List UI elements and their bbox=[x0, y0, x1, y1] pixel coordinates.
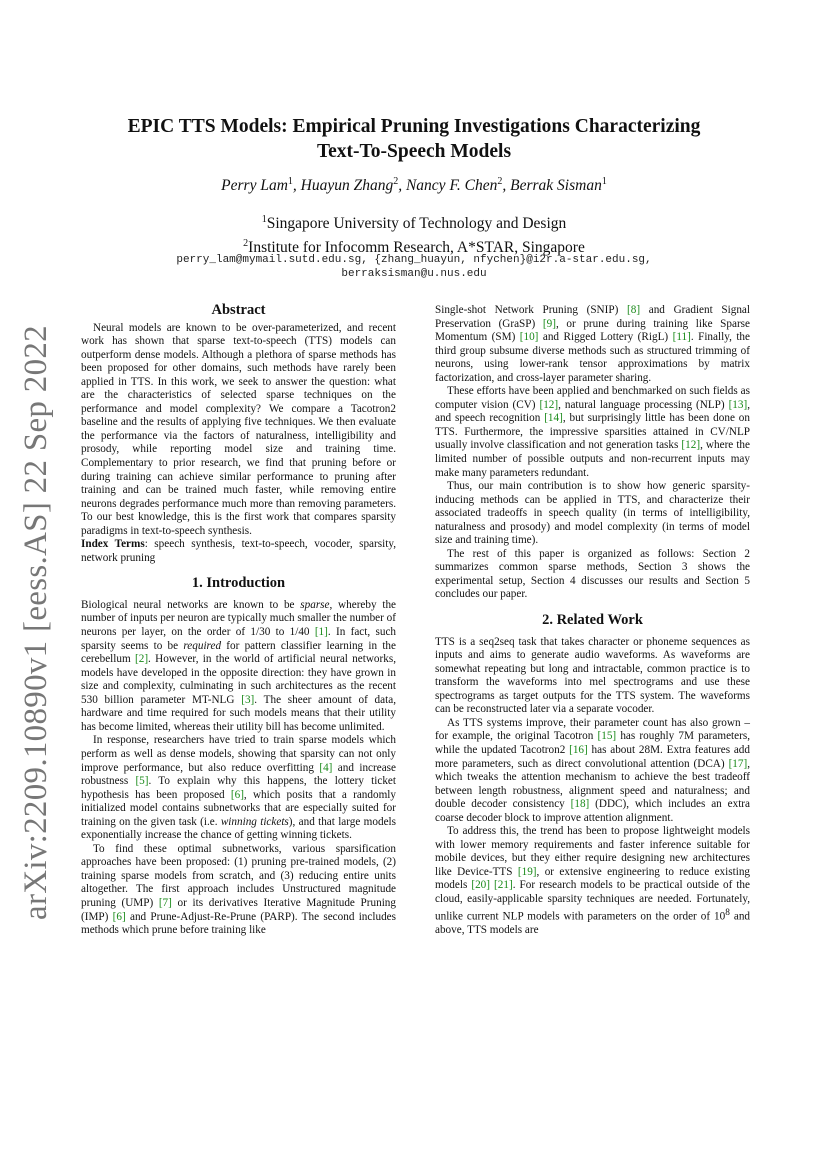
arxiv-identifier bbox=[14, 324, 58, 920]
intro-paragraph-5: Thus, our main contribution is to show how generic sparsity-inducing methods can be applied in TTS, and characterize their associated tradeoffs in speech quality (in terms of intelligibility, naturalness and prosody) and model complexity (in terms of model size and training time). bbox=[435, 480, 750, 547]
citation-link[interactable]: [1] bbox=[314, 626, 328, 639]
citation-link[interactable]: [21] bbox=[494, 879, 513, 892]
title-line-1: EPIC TTS Models: Empirical Pruning Investigations Characterizing bbox=[127, 116, 701, 137]
citation-link[interactable]: [3] bbox=[241, 693, 255, 706]
citation-link[interactable]: [9] bbox=[542, 317, 556, 330]
left-column bbox=[81, 304, 396, 938]
affiliation: $^2$Institute for Infocomm Research, A*STAR, Singapore bbox=[243, 238, 585, 257]
author: Huayun Zhang bbox=[300, 177, 394, 195]
author-affil-mark: 2 bbox=[497, 176, 503, 187]
citation-link[interactable]: [15] bbox=[597, 730, 617, 743]
right-column bbox=[435, 304, 750, 937]
author-affil-mark: 2 bbox=[393, 176, 399, 187]
intro-paragraph-2: In response, researchers have tried to train sparse models which perform as well as dense models, showing that sparsity can not only improve performance, but also reduce overfitting [4] and increase robustness [5]. To explain why this happens, the lottery ticket hypothesis has been proposed [6], which posits that a randomly initialized model contains subnetworks that are especially suited for training on the given task (i.e. winning tickets), and that large models exponentially increase the chance of getting winning tickets. bbox=[81, 734, 397, 842]
author: Nancy F. Chen bbox=[405, 177, 498, 195]
index-terms bbox=[81, 538, 396, 565]
citation-link[interactable]: [5] bbox=[135, 775, 149, 788]
arxiv-identifier-text: arXiv:2209.10890v1 [eess.AS] 22 Sep 2022 bbox=[17, 324, 54, 920]
citation-link[interactable]: [11] bbox=[672, 331, 691, 344]
related-paragraph-3: To address this, the trend has been to propose lightweight models with lower memory requirements and faster inference suitable for mobile devices, but they either require designing new architectures like Device-TTS [19], or extensive engineering to reduce existing models [20] [21]. For research models to be practical outside of the cloud, easily-applicable sparsity techniques are needed. Fortunately, unlike current NLP models with parameters on the order of $10^8$ and above, TTS models are bbox=[435, 825, 751, 936]
paper-title bbox=[90, 114, 738, 164]
citation-link[interactable]: [13] bbox=[728, 398, 748, 411]
author-affil-mark: 1 bbox=[601, 176, 607, 187]
author-affil-mark: 1 bbox=[287, 176, 293, 187]
exponent: 8 bbox=[725, 907, 730, 918]
citation-link[interactable]: [12] bbox=[539, 398, 559, 411]
intro-paragraph-4: These efforts have been applied and benchmarked on such fields as computer vision (CV) [12], natural language processing (NLP) [13], and speech recognition [14], but surprisingly little has been done on TTS. Furthermore, the impressive sparsities attained in CV/NLP usually involve classification and not generation tasks [12], where the limited number of possible outputs and non-recurrent inputs may make many parameters redundant. bbox=[435, 385, 751, 479]
section-heading-related-work: 2. Related Work bbox=[542, 612, 643, 629]
citation-link[interactable]: [6] bbox=[112, 910, 126, 923]
citation-link[interactable]: [6] bbox=[230, 788, 244, 801]
author-emails bbox=[90, 253, 738, 281]
email-line: perry_lam@mymail.sutd.edu.sg, {zhang_huayun, nfychen}@i2r.a-star.edu.sg, bbox=[176, 254, 652, 266]
abstract-text: Neural models are known to be over-parameterized, and recent work has shown that sparse text-to-speech (TTS) models can outperform dense models. Although a plethora of sparse methods has been proposed for other domains, such methods have rarely been applied in TTS. In this work, we seek to answer the question: what are the characteristics of selected sparse techniques on the performance and model complexity? We compare a Tacotron2 baseline and the results of applying five techniques. We then evaluate the performance via the factors of naturalness, intelligibility and prosody, while reporting model size and training time. Complementary to prior research, we find that pruning before or during training can achieve similar performance to pruning after training and can be trained much faster, while removing entire neurons degrades performance much more than removing parameters. To our best knowledge, this is the first work that compares sparsity paradigms in text-to-speech synthesis. bbox=[81, 321, 396, 537]
author: Perry Lam bbox=[221, 177, 288, 195]
email-line: berraksisman@u.nus.edu bbox=[341, 268, 487, 280]
title-line-2: Text-To-Speech Models bbox=[316, 141, 512, 162]
citation-link[interactable]: [17] bbox=[728, 757, 748, 770]
citation-link[interactable]: [18] bbox=[570, 798, 590, 811]
intro-paragraph-3: To find these optimal subnetworks, various sparsification approaches have been proposed: (1) pruning pre-trained models, (2) training sparse models from scratch, and (3) reducing entire units altogether. The first approach includes Unstructured magnitude pruning (UMP) [7] or its derivatives Iterative Magnitude Pruning (IMP) [6] and Prune-Adjust-Re-Prune (PARP). The second includes methods which prune before training like bbox=[81, 842, 396, 937]
citation-link[interactable]: [10] bbox=[519, 331, 539, 344]
related-paragraph-1: TTS is a seq2seq task that takes character or phoneme sequences as inputs and aims to generate audio waveforms. As waveforms are somewhat repeating but long and intractable, common practice is to transform the waveforms into mel spectrograms and use these spectrograms as target outputs for the TTS system. The waveforms can be reconstructed later via a separate vocoder. bbox=[435, 635, 750, 716]
author-list: Perry Lam$^1$, Huayun Zhang$^2$, Nancy F. Chen$^2$, Berrak Sisman$^1$ bbox=[221, 176, 607, 195]
citation-link[interactable]: [14] bbox=[544, 412, 563, 425]
related-paragraph-2: As TTS systems improve, their parameter count has also grown – for example, the original Tacotron [15] has roughly 7M parameters, while the updated Tacotron2 [16] has about 28M. Extra features add more parameters, such as direct convolutional attention (DCA) [17], which tweaks the attention mechanism to achieve the best tradeoff between length robustness, alignment speed and naturalness; and double decoder consistency [18] (DDC), which includes an extra coarse decoder block to improve attention alignment. bbox=[435, 716, 750, 824]
citation-link[interactable]: [7] bbox=[158, 896, 172, 909]
index-terms-list: : speech synthesis, text-to-speech, vocoder, sparsity, network pruning bbox=[81, 538, 396, 564]
intro-paragraph-6: The rest of this paper is organized as follows: Section 2 summarizes common sparse methods, Section 3 shows the experimental setup, Section 4 discusses our results and Section 5 concludes our paper. bbox=[435, 547, 750, 601]
intro-paragraph-3-continued: Single-shot Network Pruning (SNIP) [8] and Gradient Signal Preservation (GraSP) [9], or prune during training like Sparse Momentum (SM) [10] and Rigged Lottery (RigL) [11]. Finally, the third group subsume diverse methods such as structured trimming of neurons, using lower-rank tensor approximations by matrix factorization, and cross-layer parameter sharing. bbox=[435, 304, 751, 384]
citation-link[interactable]: [16] bbox=[569, 743, 588, 756]
intro-paragraph-1: Biological neural networks are known to be sparse, whereby the number of inputs per neuron are typically much smaller the number of neurons per layer, on the order of 1/30 to 1/40 [1]. In fact, such sparsity seems to be required for pattern classifier learning in the cerebellum [2]. However, in the world of artificial neural networks, models have developed in the opposite direction: they have grown in size and complexity, culminating in such architectures as the recent 530 billion parameter MT-NLG [3]. The sheer amount of data, hardware and time required for such models means that their utility has become limited, whereas their utility bill has become unlimited. bbox=[81, 598, 397, 733]
index-terms-label: Index Terms bbox=[81, 538, 145, 551]
section-heading-introduction: 1. Introduction bbox=[191, 575, 286, 592]
affiliations bbox=[90, 210, 738, 258]
citation-link[interactable]: [19] bbox=[517, 865, 537, 878]
citation-link[interactable]: [12] bbox=[681, 439, 701, 452]
author: Berrak Sisman bbox=[510, 177, 602, 195]
abstract-heading: Abstract bbox=[211, 302, 266, 318]
citation-link[interactable]: [8] bbox=[627, 304, 641, 316]
citation-link[interactable]: [2] bbox=[135, 653, 149, 666]
affiliation: $^1$Singapore University of Technology and Design bbox=[261, 214, 567, 233]
citation-link[interactable]: [4] bbox=[319, 761, 333, 774]
citation-link[interactable]: [20] bbox=[471, 879, 490, 892]
